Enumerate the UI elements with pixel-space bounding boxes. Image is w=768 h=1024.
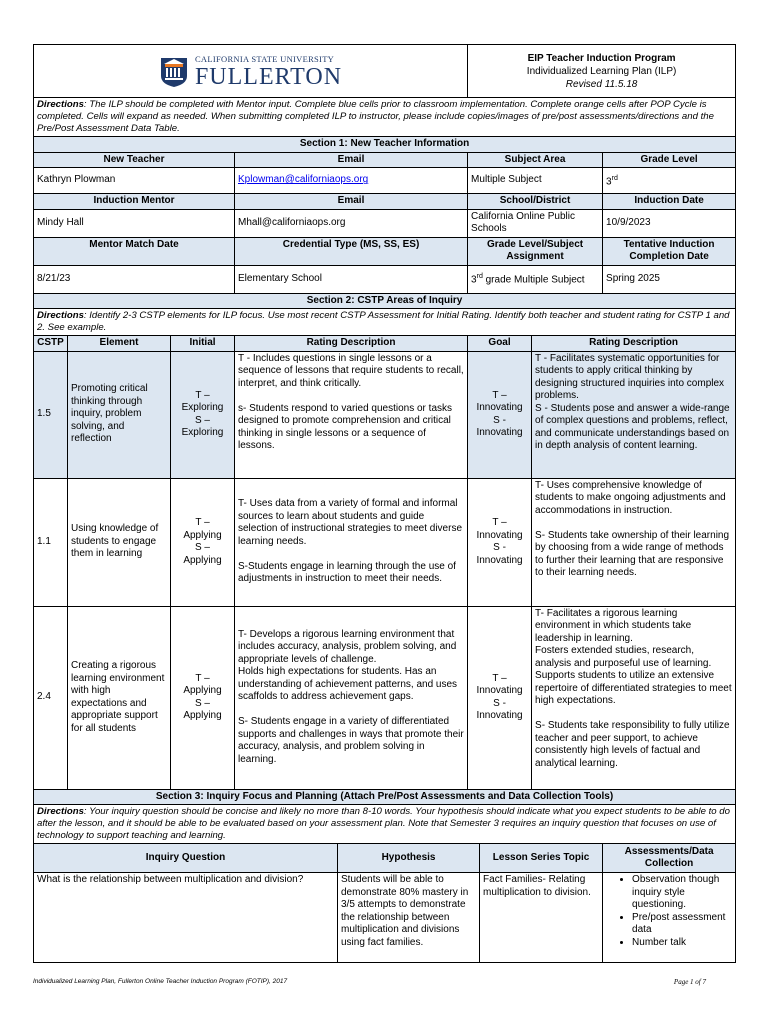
match-date-value: 8/21/23 <box>34 265 235 293</box>
col-element: Element <box>68 336 171 352</box>
hypothesis-value: Students will be able to demonstrate 80% mastery in 3/5 attempts to demonstrate the relationship between multiplication and divisions using fact families. <box>338 873 480 963</box>
inquiry-directions-text: : Your inquiry question should be concise and likely no more than 8-10 words. Your hypothesis should indicate what you expect students to be able to do after the lesson, and it should be able to be evaluated based on your assessment plan. Note that Semester 3 requires an inquiry question that focuses on use of technology to support teaching and learning. <box>37 806 730 841</box>
program-title: EIP Teacher Induction Program <box>527 52 676 64</box>
directions-inquiry <box>34 805 736 844</box>
page-number: Page 1 of 7 <box>673 978 706 986</box>
cstp-row <box>34 478 736 606</box>
col-credential-type: Credential Type (MS, SS, ES) <box>235 237 468 265</box>
cstp-rating-description: T- Uses data from a variety of formal and informal sources to learn about students and guide selection of instructional strategies to meet diverse learning needs. S-Students engage in learning through the use of adjustments in instruction to meet their needs. <box>235 478 468 606</box>
cstp-number: 1.5 <box>34 351 68 478</box>
cstp-row <box>34 351 736 478</box>
completion-date-value: Spring 2025 <box>603 265 736 293</box>
credential-value: Elementary School <box>235 265 468 293</box>
teacher-email-link[interactable] <box>235 168 468 194</box>
col-subject-area: Subject Area <box>468 152 603 168</box>
induction-date-value: 10/9/2023 <box>603 209 736 237</box>
directions-cstp <box>34 309 736 336</box>
col-cstp: CSTP <box>34 336 68 352</box>
col-grade-assignment: Grade Level/Subject Assignment <box>468 237 603 265</box>
revised-date: Revised 11.5.18 <box>565 78 638 90</box>
grade-level-number: 3 <box>606 175 612 187</box>
cstp-goal: T – Innovating S - Innovating <box>468 606 532 789</box>
list-item: • Number talk <box>632 937 732 950</box>
col-inquiry-question: Inquiry Question <box>34 844 338 873</box>
inquiry-question-value: What is the relationship between multiplication and division? <box>34 873 338 963</box>
subject-area-value: Multiple Subject <box>468 168 603 194</box>
assignment-subject: grade Multiple Subject <box>482 274 585 286</box>
assignment-value <box>468 265 603 293</box>
ilp-table <box>33 44 736 963</box>
mentor-email-value: Mhall@californiaops.org <box>235 209 468 237</box>
grade-level-suffix: rd <box>611 174 618 182</box>
new-teacher-value: Kathryn Plowman <box>34 168 235 194</box>
section1-title: Section 1: New Teacher Information <box>34 137 736 153</box>
col-induction-mentor: Induction Mentor <box>34 194 235 210</box>
inquiry-directions-label: Directions <box>37 806 84 817</box>
ilp-document <box>33 44 735 963</box>
logo-cell <box>34 45 468 98</box>
cstp-initial: T – Applying S – Applying <box>171 478 235 606</box>
cstp-directions-text: : Identify 2-3 CSTP elements for ILP focus. Use most recent CSTP Assessment for Initial Rating. Identify both teacher and student rating for CSTP 1 and 2. See example. <box>37 310 730 333</box>
school-value: California Online Public Schools <box>468 209 603 237</box>
grade-level-value <box>603 168 736 194</box>
col-assessments: Assessments/Data Collection <box>603 844 736 873</box>
university-seal-icon <box>159 54 189 88</box>
cstp-goal-description: T- Facilitates a rigorous learning environment in which students take leadership in learning. Fosters extended studies, research, analysis and purposeful use of learning. Supports students to utilize an extensive repertoire of differentiated strategies to meet high expectations. S- Students take responsibility to fully utilize teacher and peer support, to achieve consistently high levels of factual and analytical learning. <box>532 606 736 789</box>
cstp-initial: T – Applying S – Applying <box>171 606 235 789</box>
plan-title: Individualized Learning Plan (ILP) <box>526 65 677 77</box>
logo-fullerton: FULLERTON <box>194 64 343 91</box>
footer-program: Individualized Learning Plan, Fullerton Online Teacher Induction Program (FOTIP), 2017 <box>33 978 288 985</box>
cstp-directions-label: Directions <box>37 310 84 321</box>
list-item: • Observation though inquiry style questioning. <box>632 874 732 912</box>
assessments-value <box>603 873 736 963</box>
col-induction-date: Induction Date <box>603 194 736 210</box>
col-school-district: School/District <box>468 194 603 210</box>
col-hypothesis: Hypothesis <box>338 844 480 873</box>
directions-label: Directions <box>37 99 84 110</box>
cstp-goal: T – Innovating S - Innovating <box>468 478 532 606</box>
assessments-list <box>606 874 732 949</box>
col-goal-rating-description: Rating Description <box>532 336 736 352</box>
cstp-number: 1.1 <box>34 478 68 606</box>
directions-text: : The ILP should be completed with Mentor input. Complete blue cells prior to classroom implementation. Complete orange cells after POP Cycle is completed. Cells will expand as needed. When submitting completed ILP to instructor, please include copies/images of pre/post assessments/directions and the Pre/Post Assessment Data Table. <box>37 99 714 134</box>
col-completion-date: Tentative Induction Completion Date <box>603 237 736 265</box>
assignment-suffix: rd <box>476 273 483 281</box>
assignment-grade: 3 <box>471 274 477 286</box>
cstp-element: Using knowledge of students to engage them in learning <box>68 478 171 606</box>
cstp-rating-description: T - Includes questions in single lessons or a sequence of lessons that require students to recall, interpret, and think critically. s- Students respond to varied questions or tasks designed to promote comprehension and critical thinking in single lessons or a sequence of lessons. <box>235 351 468 478</box>
section2-title: Section 2: CSTP Areas of Inquiry <box>34 293 736 309</box>
cstp-goal: T – Innovating S - Innovating <box>468 351 532 478</box>
col-initial: Initial <box>171 336 235 352</box>
cstp-row <box>34 606 736 789</box>
list-item: • Pre/post assessment data <box>632 912 732 937</box>
cstp-initial: T – Exploring S – Exploring <box>171 351 235 478</box>
mentor-value: Mindy Hall <box>34 209 235 237</box>
cstp-goal-description: T- Uses comprehensive knowledge of students to make ongoing adjustments and accommodations in instruction. S- Students take ownership of their learning by choosing from a wide range of methods to further their learning that are responsive to their learning needs. <box>532 478 736 606</box>
col-rating-description: Rating Description <box>235 336 468 352</box>
program-header <box>468 45 736 98</box>
col-mentor-email: Email <box>235 194 468 210</box>
section3-title: Section 3: Inquiry Focus and Planning (Attach Pre/Post Assessments and Data Collection Tools) <box>34 789 736 805</box>
cstp-element: Creating a rigorous learning environment with high expectations and appropriate support for all students <box>68 606 171 789</box>
directions-general <box>34 98 736 137</box>
col-lesson-topic: Lesson Series Topic <box>480 844 603 873</box>
col-goal: Goal <box>468 336 532 352</box>
cstp-number: 2.4 <box>34 606 68 789</box>
cstp-rating-description: T- Develops a rigorous learning environment that includes accuracy, analysis, problem solving, and appropriate levels of challenge. Holds high expectations for students. Has an understanding of achievement patterns, and uses scaffolds to address achievement gaps. S- Students engage in a variety of differentiated supports and challenges in ways that promote their accuracy, analysis, and problem solving in learning. <box>235 606 468 789</box>
col-mentor-match-date: Mentor Match Date <box>34 237 235 265</box>
col-email: Email <box>235 152 468 168</box>
col-grade-level: Grade Level <box>603 152 736 168</box>
logo-university-line: CALIFORNIA STATE UNIVERSITY <box>194 53 335 64</box>
lesson-topic-value: Fact Families- Relating multiplication to division. <box>480 873 603 963</box>
cstp-goal-description: T - Facilitates systematic opportunities for students to apply critical thinking by designing structured inquiries into complex problems. S - Students pose and answer a wide-range of complex questions and problems, reflect, and communicate understandings based on in depth analysis of content learning. <box>532 351 736 478</box>
cstp-element: Promoting critical thinking through inquiry, problem solving, and reflection <box>68 351 171 478</box>
email-link[interactable]: Kplowman@californiaops.org <box>238 174 369 186</box>
col-new-teacher: New Teacher <box>34 152 235 168</box>
